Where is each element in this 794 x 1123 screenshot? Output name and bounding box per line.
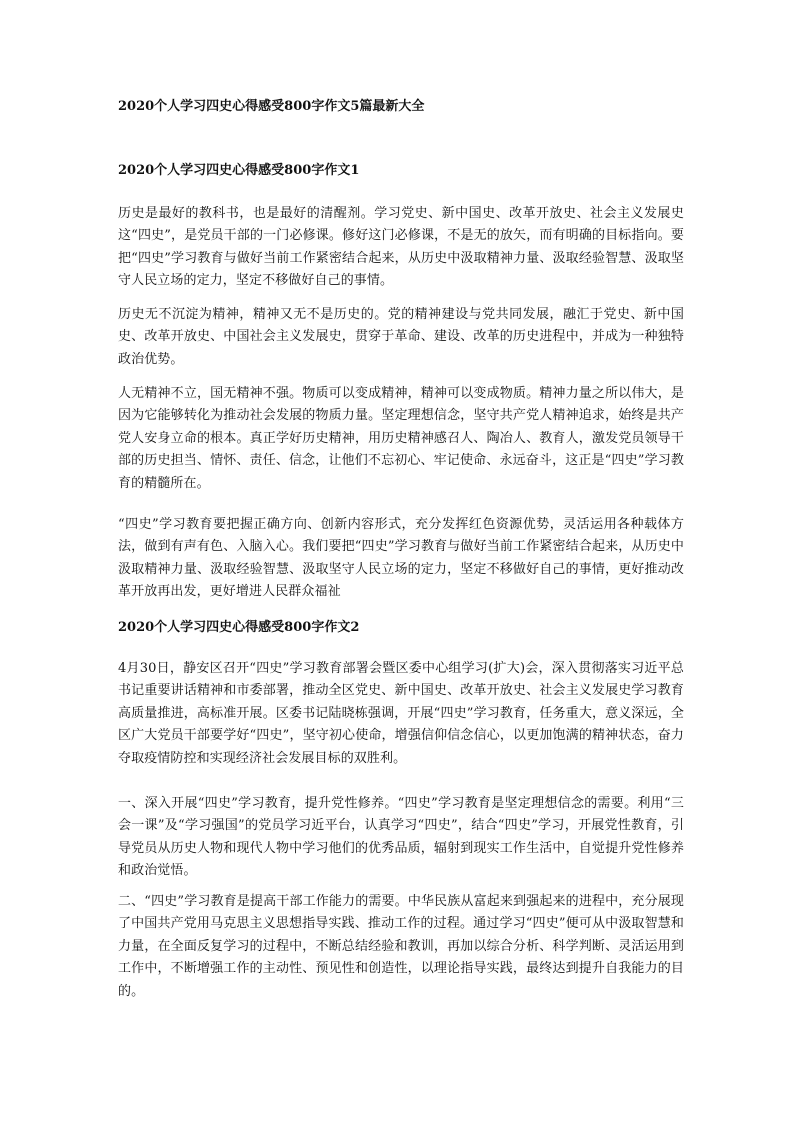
section-1-heading: 2020个人学习四史心得感受800字作文1: [118, 163, 360, 178]
section-2-paragraph-2: 一、深入开展“四史”学习教育，提升党性修养。“四史”学习教育是坚定理想信念的需要。利用“三会一课”及“学习强国”的党员学习近平台，认真学习“四史”，结合“四史”学习，开展党性教育，引导党员从历史人物和现代人物中学习他们的优秀品质，辐射到现实工作生活中，自觉提升党性修养和政治觉悟。: [118, 796, 684, 879]
section-1-paragraph-3: 人无精神不立，国无精神不强。物质可以变成精神，精神可以变成物质。精神力量之所以伟大，是因为它能够转化为推动社会发展的物质力量。坚定理想信念，坚守共产党人精神追求，始终是共产党人安身立命的根本。真正学好历史精神，用历史精神感召人、陶冶人、教育人，激发党员领导干部的历史担当、情怀、责任、信念，让他们不忘初心、牢记使命、永远奋斗，这正是“四史”学习教育的精髓所在。: [118, 386, 684, 491]
document-title: 2020个人学习四史心得感受800字作文5篇最新大全: [118, 99, 425, 114]
section-1-paragraph-1: 历史是最好的教科书，也是最好的清醒剂。学习党史、新中国史、改革开放史、社会主义发展史这“四史”，是党员干部的一门必修课。修好这门必修课，不是无的放矢，而有明确的目标指向。要把“四史”学习教育与做好当前工作紧密结合起来，从历史中汲取精神力量、汲取经验智慧、汲取坚守人民立场的定力，坚定不移做好自己的事情。: [118, 206, 684, 289]
section-2-paragraph-3: 二、“四史”学习教育是提高干部工作能力的需要。中华民族从富起来到强起来的进程中，充分展现了中国共产党用马克思主义思想指导实践、推动工作的过程。通过学习“四史”便可从中汲取智慧和力量，在全面反复学习的过程中，不断总结经验和教训，再加以综合分析、科学判断、灵活运用到工作中，不断增强工作的主动性、预见性和创造性，以理论指导实践，最终达到提升自我能力的目的。: [118, 894, 684, 999]
section-1-paragraph-2: 历史无不沉淀为精神，精神又无不是历史的。党的精神建设与党共同发展，融汇于党史、新中国史、改革开放史、中国社会主义发展史，贯穿于革命、建设、改革的历史进程中，并成为一种独特政治优势。: [118, 307, 684, 367]
section-1-paragraph-4: “四史”学习教育要把握正确方向、创新内容形式，充分发挥红色资源优势，灵活运用各种载体方法，做到有声有色、入脑入心。我们要把“四史”学习教育与做好当前工作紧密结合起来，从历史中汲取精神力量、汲取经验智慧、汲取坚守人民立场的定力，坚定不移做好自己的事情，更好推动改革开放再出发，更好增进人民群众福祉: [118, 517, 684, 600]
section-2-heading: 2020个人学习四史心得感受800字作文2: [118, 620, 360, 635]
section-2-paragraph-1: 4月30日，静安区召开“四史”学习教育部署会暨区委中心组学习(扩大)会，深入贯彻落实习近平总书记重要讲话精神和市委部署，推动全区党史、新中国史、改革开放史、社会主义发展史学习教育高质量推进，高标准开展。区委书记陆晓栋强调，开展“四史”学习教育，任务重大，意义深远，全区广大党员干部要学好“四史”，坚守初心使命，增强信仰信念信心，以更加饱满的精神状态，奋力夺取疫情防控和实现经济社会发展目标的双胜利。: [118, 661, 684, 766]
